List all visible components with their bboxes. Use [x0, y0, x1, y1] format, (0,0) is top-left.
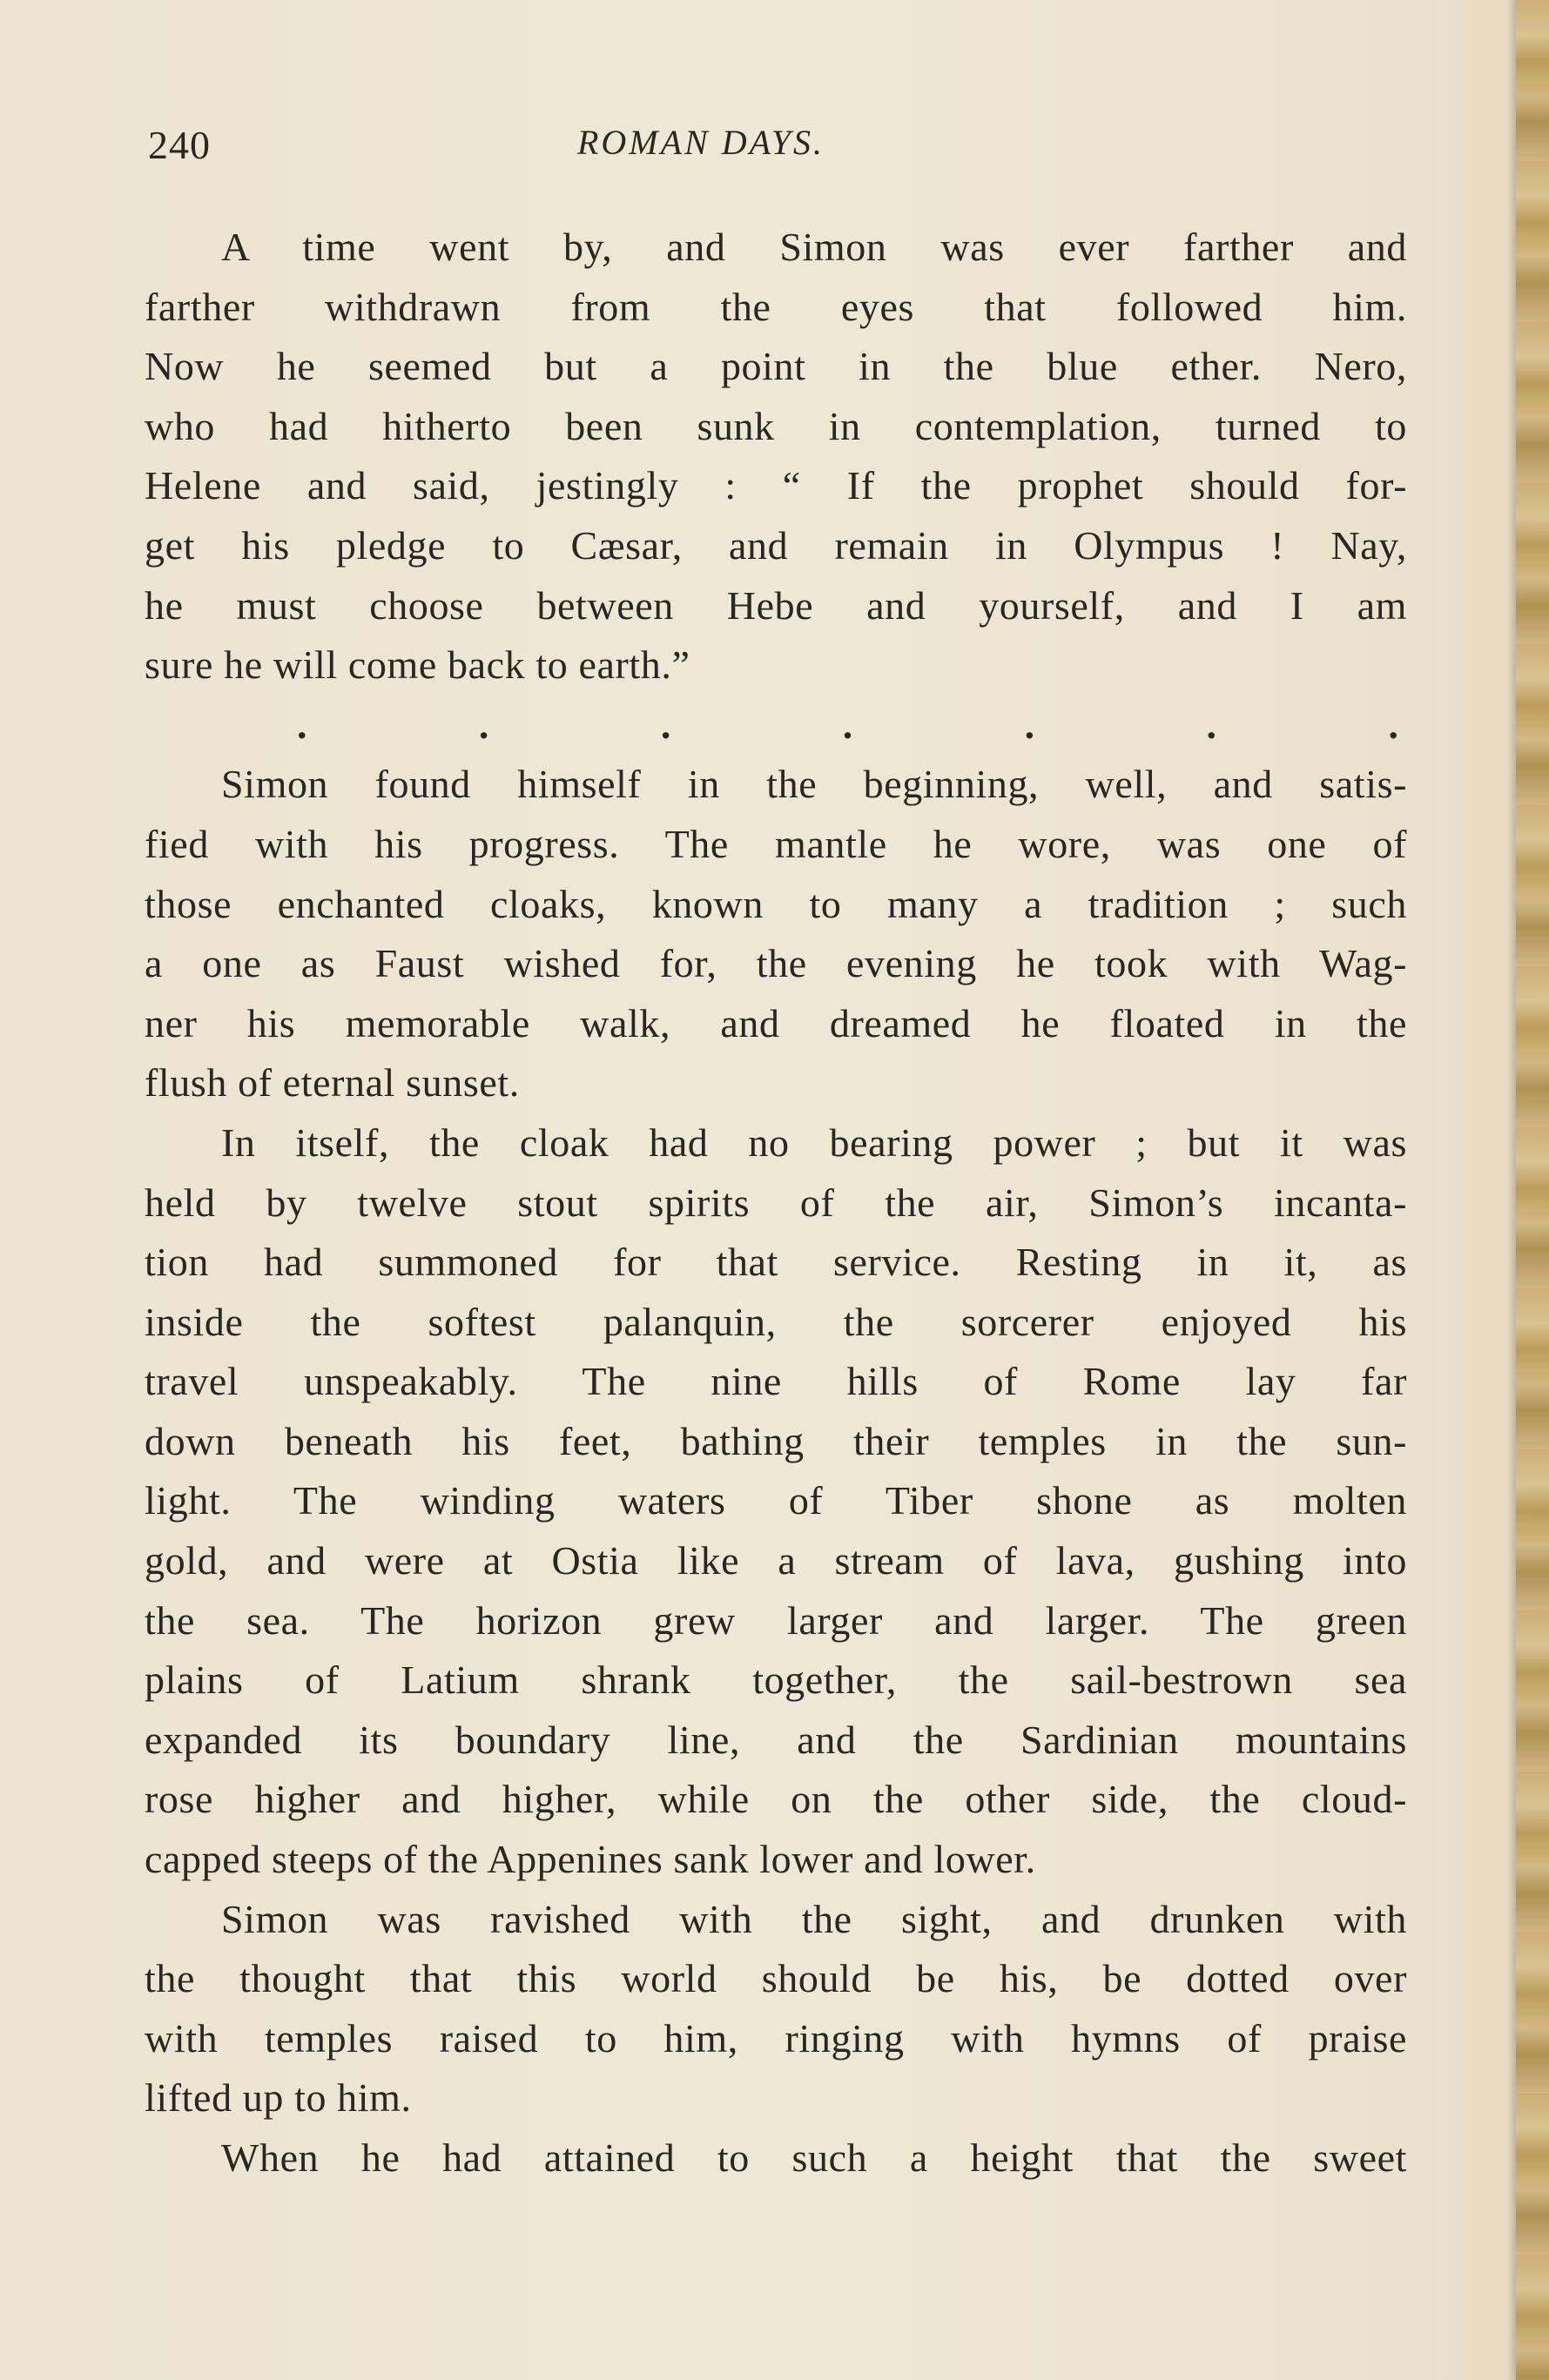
text-line: those enchanted cloaks, known to many a tradition ; such	[145, 881, 1407, 926]
text-line: When he had attained to such a height that the sweet	[221, 2135, 1407, 2180]
text-line: down beneath his feet, bathing their temples in the sun-	[145, 1418, 1407, 1463]
text-line: rose higher and higher, while on the other side, the cloud-	[145, 1777, 1407, 1822]
body-text	[145, 218, 1407, 2188]
paragraph	[145, 1113, 1407, 1890]
text-line: Now he seemed but a point in the blue ether. Nero,	[145, 344, 1407, 389]
text-line: A time went by, and Simon was ever farther and	[221, 225, 1407, 269]
text-line: fied with his progress. The mantle he wore, was one of	[145, 821, 1407, 866]
text-line: ner his memorable walk, and dreamed he floated in the	[145, 1000, 1407, 1045]
text-line: expanded its boundary line, and the Sardinian mountains	[145, 1717, 1407, 1762]
text-line: flush of eternal sunset.	[145, 1060, 520, 1106]
paragraph	[145, 218, 1407, 696]
text-line: farther withdrawn from the eyes that followed him.	[145, 284, 1407, 329]
page-number: 240	[148, 123, 211, 167]
page-edge-shadow	[1507, 0, 1516, 2380]
text-line: with temples raised to him, ringing with hymns of praise	[145, 2015, 1407, 2061]
text-line: capped steeps of the Appenines sank lower and lower.	[145, 1837, 1036, 1882]
section-break-dots	[145, 696, 1407, 756]
text-line: who had hitherto been sunk in contemplation, turned to	[145, 403, 1407, 448]
text-line: light. The winding waters of Tiber shone as molten	[145, 1478, 1407, 1523]
text-line: held by twelve stout spirits of the air, Simon’s incanta-	[145, 1180, 1407, 1225]
text-line: a one as Faust wished for, the evening he took with Wag-	[145, 941, 1407, 986]
text-line: lifted up to him.	[145, 2075, 412, 2121]
text-line: Simon found himself in the beginning, well, and satis-	[221, 762, 1407, 807]
text-line: the thought that this world should be his, be dotted over	[145, 1956, 1407, 2001]
text-line: Helene and said, jestingly : “ If the prophet should for-	[145, 463, 1407, 508]
separator-dot: .	[478, 702, 489, 747]
page-header	[148, 122, 1402, 174]
separator-dot: .	[1388, 702, 1398, 747]
text-line: inside the softest palanquin, the sorcerer enjoyed his	[145, 1299, 1407, 1344]
text-line: travel unspeakably. The nine hills of Rome lay far	[145, 1359, 1407, 1404]
text-line: tion had summoned for that service. Resting in it, as	[145, 1240, 1407, 1285]
text-line: plains of Latium shrank together, the sail-bestrown sea	[145, 1657, 1407, 1703]
text-line: the sea. The horizon grew larger and larger. The green	[145, 1597, 1407, 1643]
separator-dot: .	[1206, 702, 1217, 747]
paragraph	[145, 1890, 1407, 2128]
paragraph	[145, 755, 1407, 1113]
text-line: sure he will come back to earth.”	[145, 642, 690, 688]
text-line: Simon was ravished with the sight, and drunken with	[221, 1896, 1407, 1941]
separator-dot: .	[1024, 702, 1035, 747]
separator-dot: .	[660, 702, 671, 747]
separator-dot: .	[842, 702, 853, 747]
adjacent-page-edge	[1516, 0, 1549, 2380]
text-line: get his pledge to Cæsar, and remain in Olympus ! Nay,	[145, 522, 1407, 568]
separator-dot: .	[297, 702, 307, 747]
paragraph	[145, 2128, 1407, 2188]
text-line: he must choose between Hebe and yourself, and I am	[145, 582, 1407, 628]
running-head: ROMAN DAYS.	[576, 123, 825, 162]
text-line: In itself, the cloak had no bearing power ; but it was	[221, 1119, 1407, 1165]
text-line: gold, and were at Ostia like a stream of lava, gushing into	[145, 1538, 1407, 1583]
